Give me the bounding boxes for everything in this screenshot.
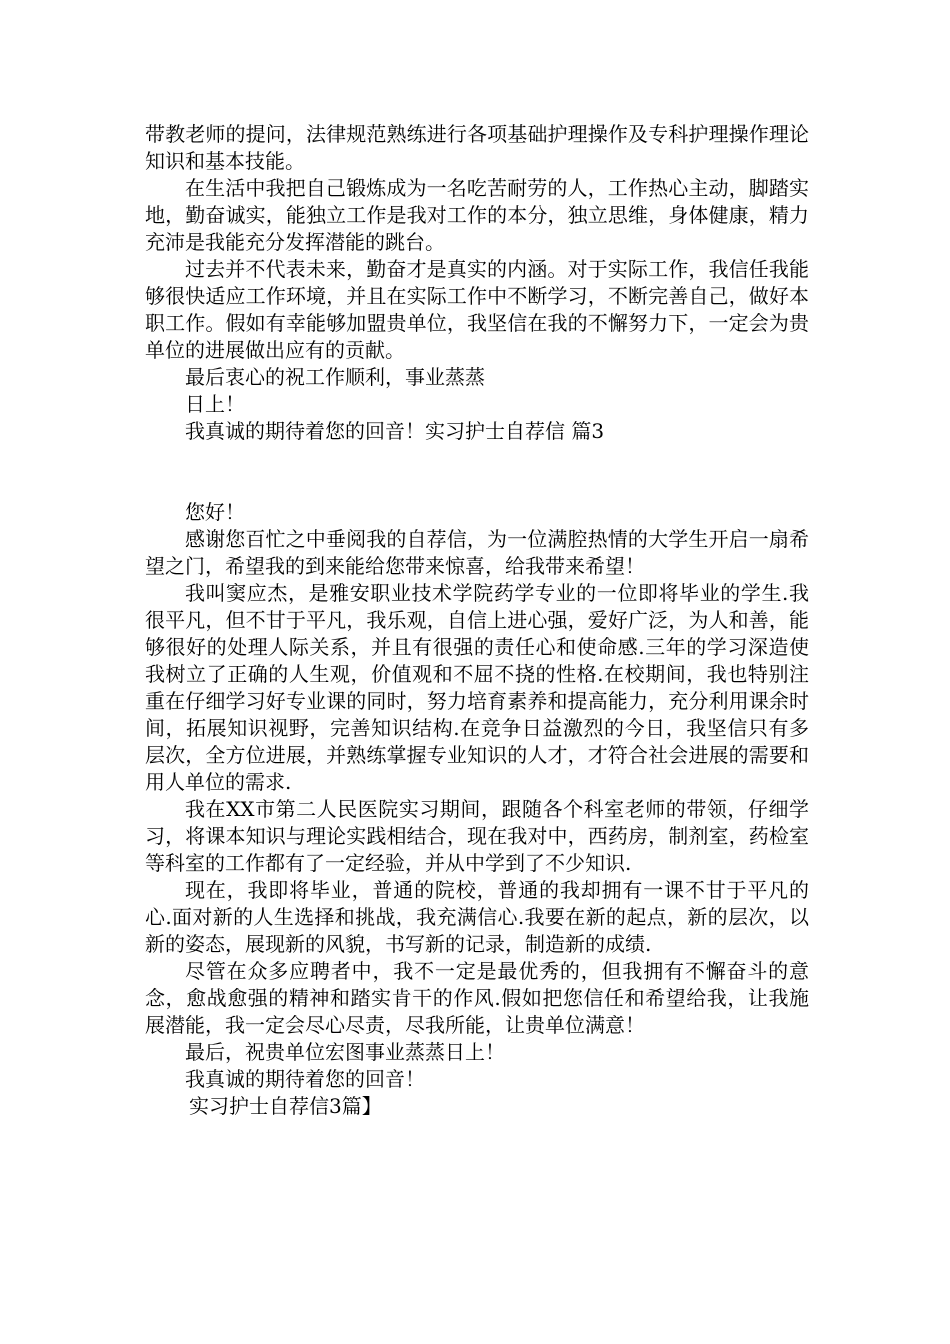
- closing-wish-line2: 日上！: [185, 392, 245, 416]
- document-body: [145, 121, 809, 1120]
- closing-wish: 最后，祝贵单位宏图事业蒸蒸日上！: [185, 1040, 505, 1064]
- closing-reply: 我真诚的期待着您的回音！: [185, 1067, 425, 1091]
- paragraph-introduction: 我叫窦应杰，是雅安职业技术学院药学专业的一位即将毕业的学生.我很平凡，但不甘于平凡，我乐观，自信上进心强，爱好广泛，为人和善，能够很好的处理人际关系，并且有很强的责任心和使命感.三年的学习深造使我树立了正确的人生观，价值观和不屈不挠的性格.在校期间，我也特别注重在仔细学习好专业课的同时，努力培育素养和提高能力，充分利用课余时间，拓展知识视野，完善知识结构.在竞争日益激烈的今日，我坚信只有多层次，全方位进展，并熟练掌握专业知识的人才，才符合社会进展的需要和用人单位的需求.: [145, 581, 809, 794]
- greeting: 您好！: [185, 500, 245, 524]
- blank-gap: [145, 445, 809, 499]
- paragraph-future: 过去并不代表未来，勤奋才是真实的内涵。对于实际工作，我信任我能够很快适应工作环境，并且在实际工作中不断学习，不断完善自己，做好本职工作。假如有幸能够加盟贵单位，我坚信在我的不懈努力下，一定会为贵单位的进展做出应有的贡献。: [145, 257, 809, 362]
- paragraph-internship: 我在XX市第二人民医院实习期间，跟随各个科室老师的带领，仔细学习，将课本知识与理论实践相结合，现在我对中，西药房，制剂室，药检室等科室的工作都有了一定经验，并从中学到了不少知识.: [145, 797, 809, 875]
- paragraph-life: 在生活中我把自己锻炼成为一名吃苦耐劳的人，工作热心主动，脚踏实地，勤奋诚实，能独立工作是我对工作的本分，独立思维，身体健康，精力充沛是我能充分发挥潜能的跳台。: [145, 176, 809, 254]
- closing-wish-line1: 最后衷心的祝工作顺利，事业蒸蒸: [185, 365, 485, 389]
- closing-reply-and-title: 我真诚的期待着您的回音！实习护士自荐信 篇3: [185, 419, 605, 443]
- document-footer-title: 实习护士自荐信3篇】: [189, 1094, 382, 1118]
- paragraph-commitment: 尽管在众多应聘者中，我不一定是最优秀的，但我拥有不懈奋斗的意念，愈战愈强的精神和踏实肯干的作风.假如把您信任和希望给我，让我施展潜能，我一定会尽心尽责，尽我所能，让贵单位满意！: [145, 959, 809, 1037]
- paragraph-continuation: 带教老师的提问，法律规范熟练进行各项基础护理操作及专科护理操作理论知识和基本技能。: [145, 122, 809, 173]
- paragraph-thanks: 感谢您百忙之中垂阅我的自荐信，为一位满腔热情的大学生开启一扇希望之门，希望我的到来能给您带来惊喜，给我带来希望！: [145, 527, 809, 578]
- paragraph-graduation: 现在，我即将毕业，普通的院校，普通的我却拥有一课不甘于平凡的心.面对新的人生选择和挑战，我充满信心.我要在新的起点，新的层次，以新的姿态，展现新的风貌，书写新的记录，制造新的成绩.: [145, 878, 809, 956]
